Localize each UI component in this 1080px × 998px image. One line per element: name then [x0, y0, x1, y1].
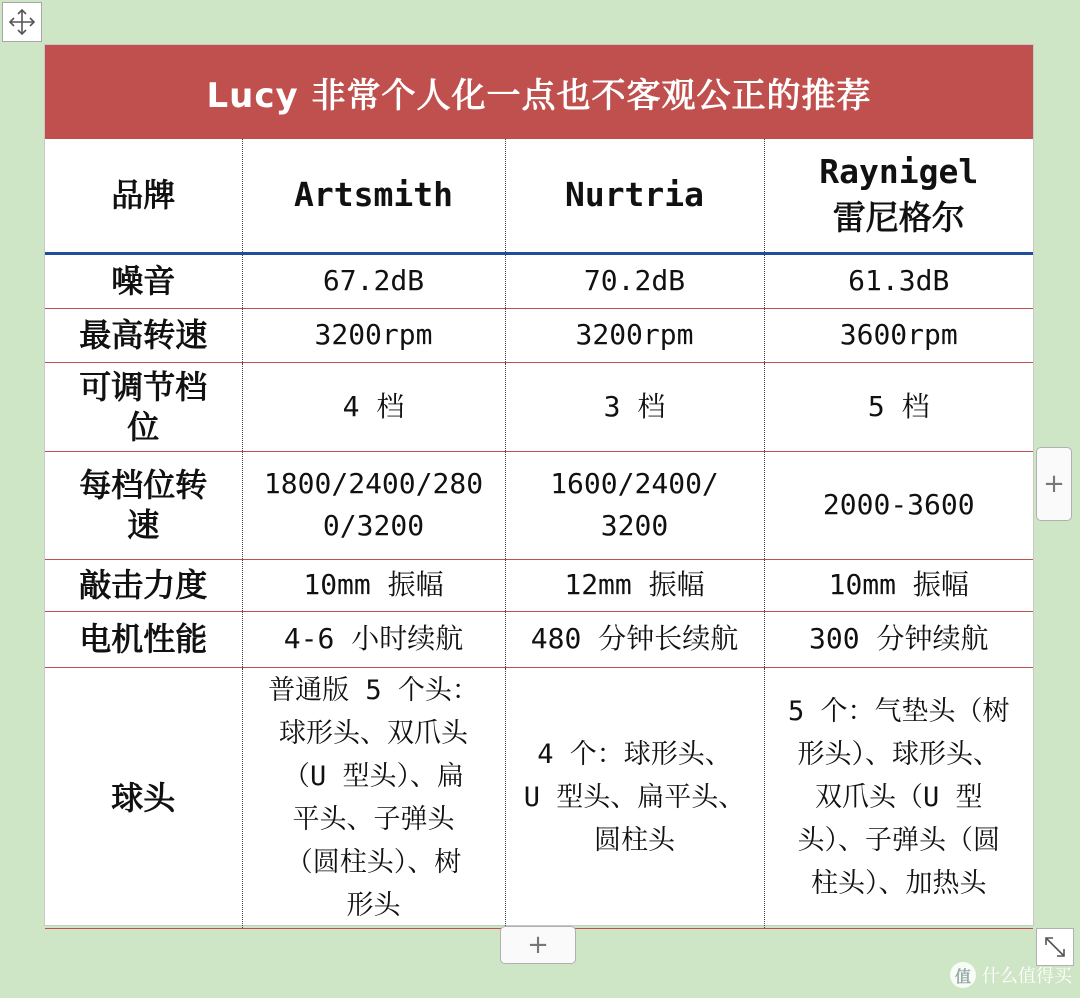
- table-cell[interactable]: 1600/2400/ 3200: [505, 451, 764, 559]
- table-cell[interactable]: 3 档: [505, 362, 764, 451]
- table-row: [45, 253, 1033, 308]
- table-cell[interactable]: 4 档: [242, 362, 505, 451]
- table-cell[interactable]: 300 分钟续航: [764, 611, 1033, 667]
- table-cell[interactable]: 3600rpm: [764, 308, 1033, 362]
- row-label[interactable]: 可调节档 位: [45, 362, 242, 451]
- table-cell[interactable]: 1800/2400/280 0/3200: [242, 451, 505, 559]
- row-label[interactable]: 每档位转 速: [45, 451, 242, 559]
- add-column-button[interactable]: [1036, 447, 1072, 521]
- table-cell[interactable]: 2000-3600: [764, 451, 1033, 559]
- table-row: [45, 362, 1033, 451]
- table-cell[interactable]: 5 个：气垫头（树 形头）、球形头、 双爪头（U 型 头）、子弹头（圆 柱头）、加热头: [764, 667, 1033, 928]
- table-cell[interactable]: 12mm 振幅: [505, 559, 764, 611]
- table-cell[interactable]: 67.2dB: [242, 253, 505, 308]
- table-header-row: [45, 139, 1033, 253]
- row-label[interactable]: 球头: [45, 667, 242, 928]
- brand-raynigel[interactable]: [764, 139, 1033, 253]
- table-cell[interactable]: 10mm 振幅: [242, 559, 505, 611]
- row-label[interactable]: 电机性能: [45, 611, 242, 667]
- watermark-text: 什么值得买: [982, 966, 1072, 987]
- table-cell[interactable]: 4 个：球形头、 U 型头、扁平头、 圆柱头: [505, 667, 764, 928]
- header-label[interactable]: 品牌: [45, 139, 242, 253]
- table-row: [45, 451, 1033, 559]
- brand-raynigel-text: Raynigel 雷尼格尔: [819, 152, 979, 238]
- table-move-handle[interactable]: [2, 2, 42, 42]
- comparison-table[interactable]: [45, 139, 1033, 929]
- row-label[interactable]: 噪音: [45, 253, 242, 308]
- table-title: Lucy 非常个人化一点也不客观公正的推荐: [45, 45, 1033, 139]
- table-row: [45, 667, 1033, 928]
- plus-icon: +: [527, 930, 549, 960]
- move-icon: [7, 7, 37, 37]
- plus-icon: +: [1043, 469, 1065, 499]
- comparison-table-container: [44, 44, 1034, 926]
- add-row-button[interactable]: [500, 926, 576, 964]
- table-cell[interactable]: 3200rpm: [242, 308, 505, 362]
- table-cell[interactable]: 3200rpm: [505, 308, 764, 362]
- table-cell[interactable]: 5 档: [764, 362, 1033, 451]
- brand-artsmith[interactable]: Artsmith: [242, 139, 505, 253]
- logo-icon: 值: [950, 962, 976, 988]
- table-row: [45, 559, 1033, 611]
- table-row: [45, 308, 1033, 362]
- watermark: [950, 960, 1072, 990]
- row-label[interactable]: 最高转速: [45, 308, 242, 362]
- row-label[interactable]: 敲击力度: [45, 559, 242, 611]
- table-cell[interactable]: 4-6 小时续航: [242, 611, 505, 667]
- table-row: [45, 611, 1033, 667]
- table-cell[interactable]: 480 分钟长续航: [505, 611, 764, 667]
- table-cell[interactable]: 61.3dB: [764, 253, 1033, 308]
- resize-icon: [1042, 934, 1068, 960]
- table-cell[interactable]: 10mm 振幅: [764, 559, 1033, 611]
- table-cell[interactable]: 普通版 5 个头： 球形头、双爪头 （U 型头）、扁 平头、子弹头 （圆柱头）、树 形头: [242, 667, 505, 928]
- brand-nurtria[interactable]: Nurtria: [505, 139, 764, 253]
- table-cell[interactable]: 70.2dB: [505, 253, 764, 308]
